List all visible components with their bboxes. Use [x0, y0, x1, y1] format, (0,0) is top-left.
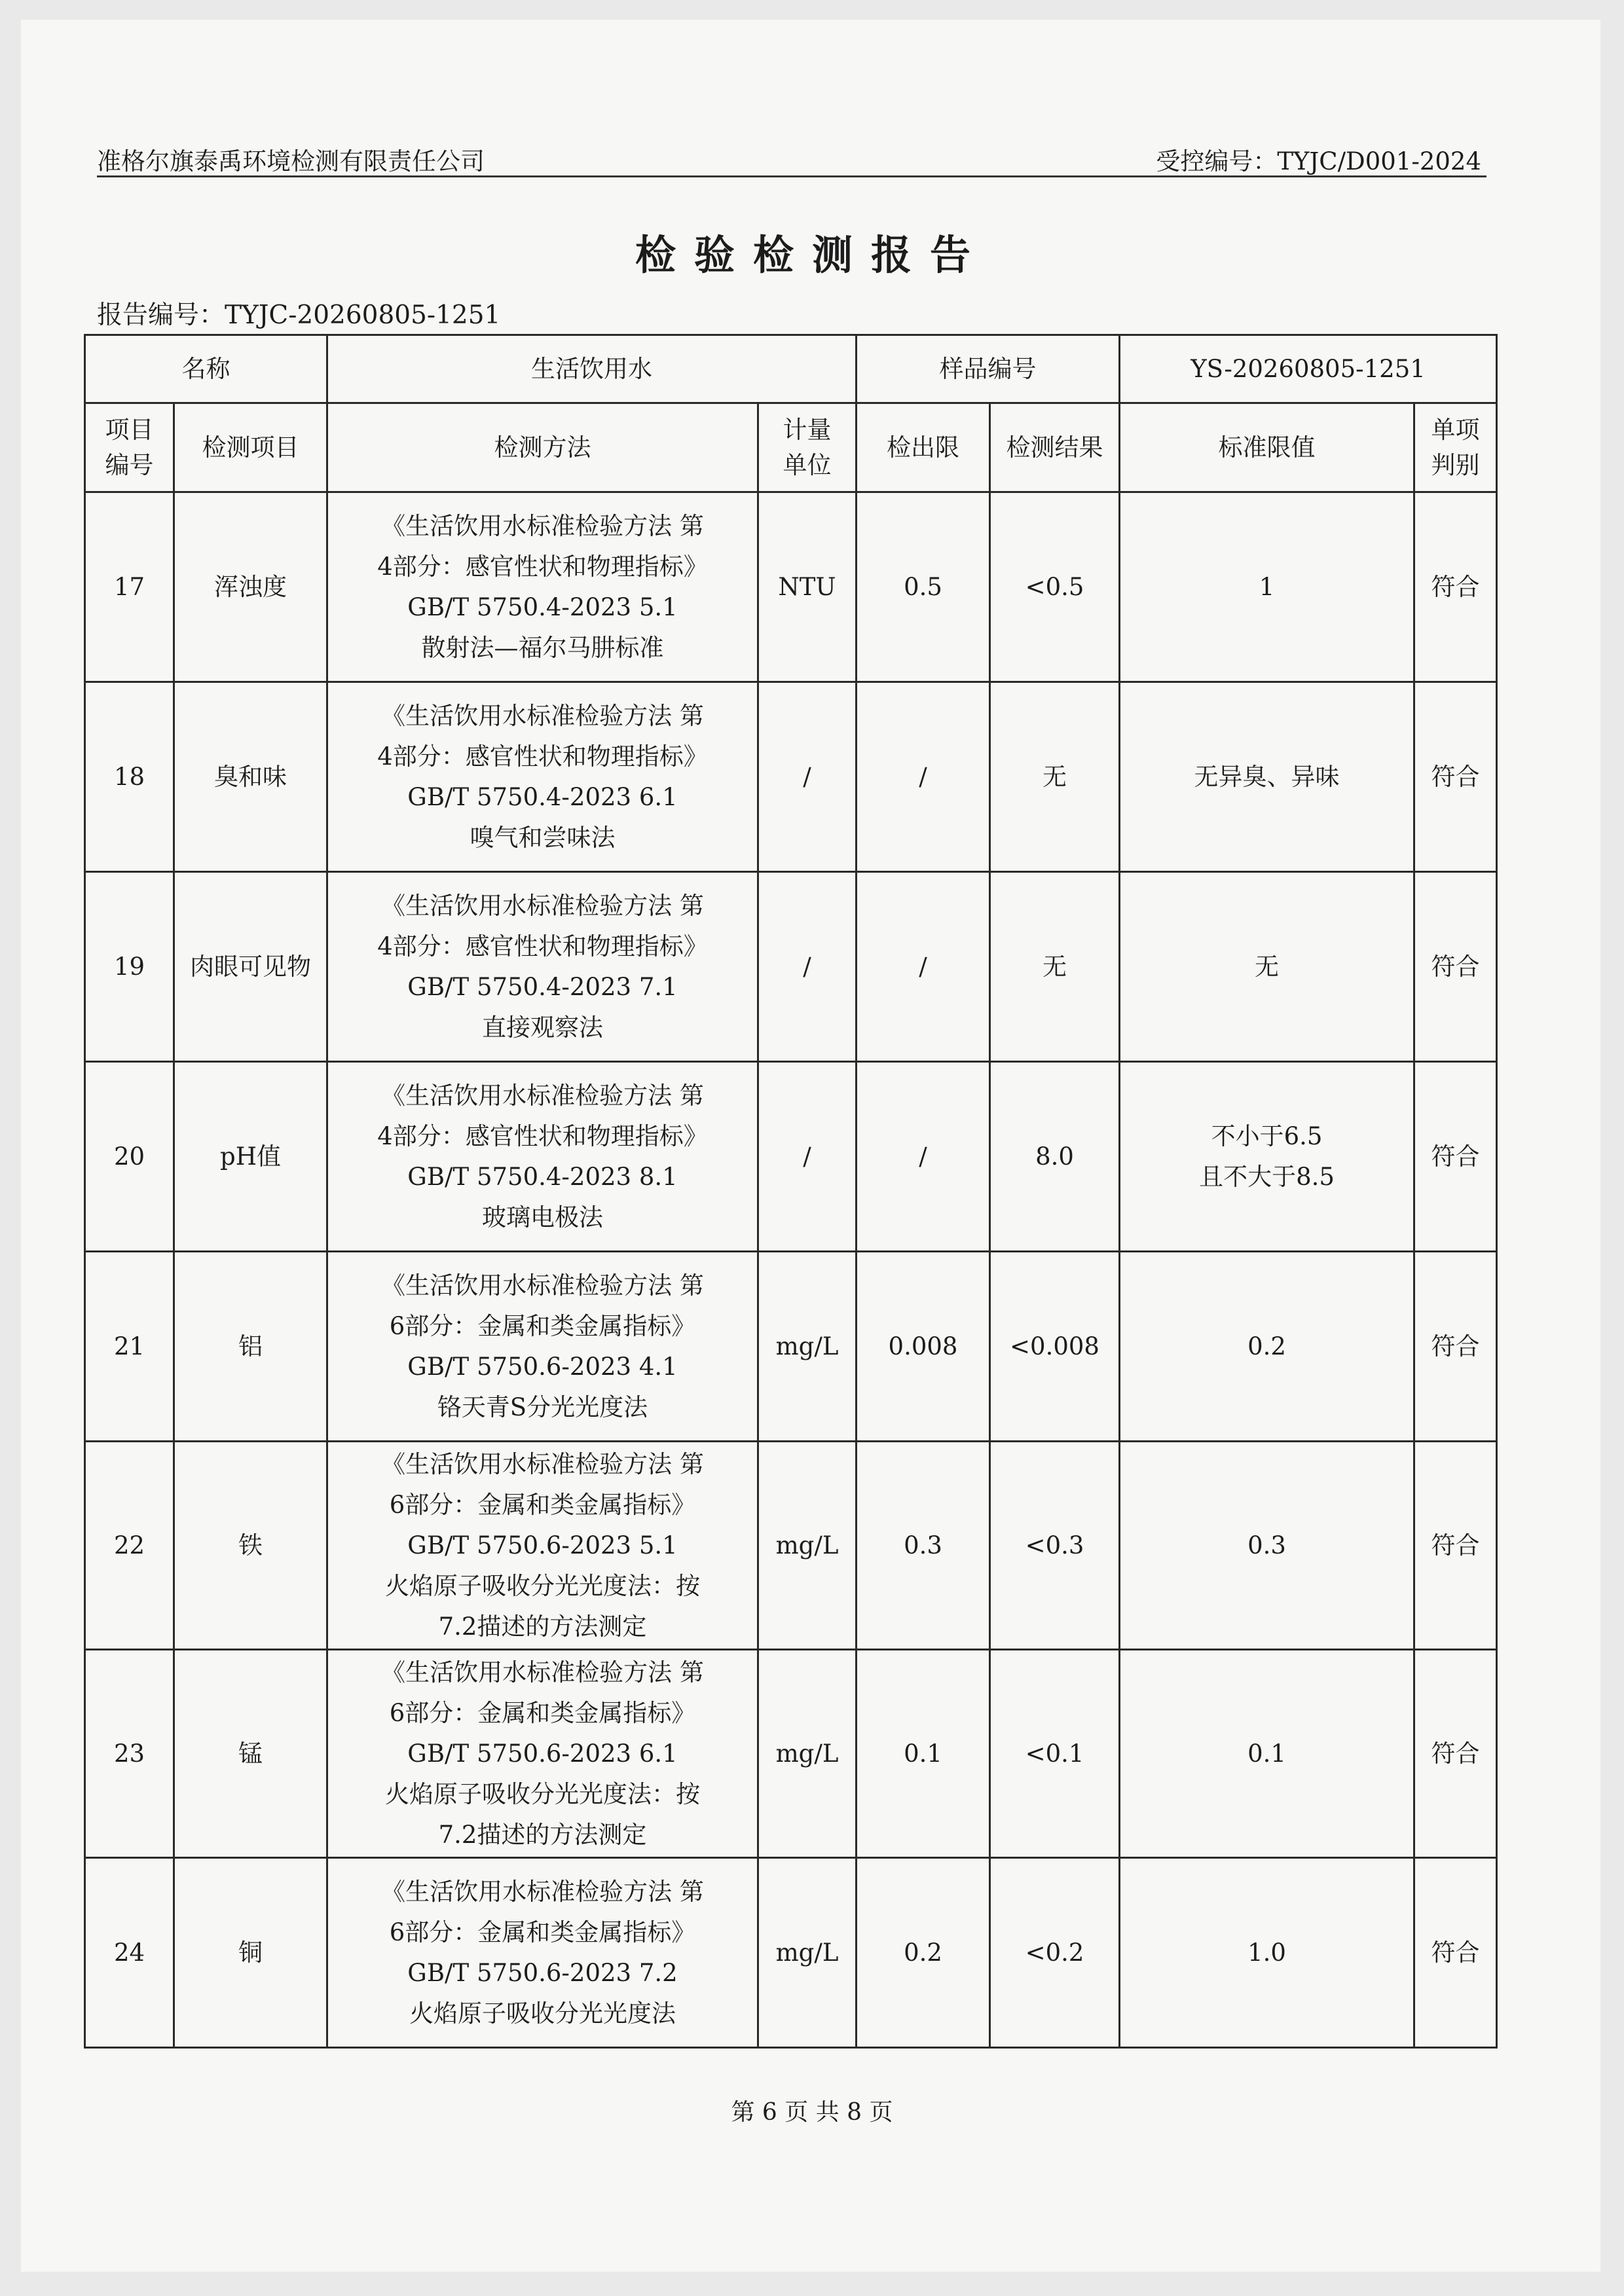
- method-line: 火焰原子吸收分光光度法：按: [385, 1571, 700, 1600]
- standard-line: 不小于6.5: [1211, 1121, 1323, 1150]
- method-cell: [327, 1252, 758, 1442]
- item-name-cell: 铜: [174, 1858, 327, 2048]
- report-number: 报告编号：TYJC-20260805-1251: [97, 301, 501, 330]
- method-line: GB/T 5750.6-2023 4.1: [407, 1352, 678, 1381]
- control-number: 受控编号：TYJC/D001-2024: [1156, 147, 1481, 175]
- method-line: 火焰原子吸收分光光度法：按: [385, 1779, 700, 1808]
- method-line: 7.2描述的方法测定: [438, 1612, 647, 1641]
- col-method: 检测方法: [327, 403, 758, 492]
- item-name-cell: 锰: [174, 1650, 327, 1858]
- name-label: 名称: [85, 335, 327, 403]
- report-title: 检验检测报告: [635, 231, 989, 279]
- header-rule: [97, 175, 1486, 177]
- method-line: 《生活饮用水标准检验方法 第: [381, 511, 704, 540]
- standard-line: 1.0: [1247, 1938, 1286, 1967]
- method-line: GB/T 5750.6-2023 7.2: [407, 1958, 678, 1987]
- standard-cell: [1120, 1442, 1414, 1650]
- standard-line: 无异臭、异味: [1194, 762, 1340, 791]
- method-line: 铬天青S分光光度法: [437, 1393, 648, 1421]
- item-name-cell: 浑浊度: [174, 492, 327, 682]
- item-no-cell: 17: [85, 492, 174, 682]
- method-line: 《生活饮用水标准检验方法 第: [381, 1658, 704, 1686]
- standard-cell: [1120, 1650, 1414, 1858]
- item-name-cell: pH值: [174, 1062, 327, 1252]
- judge-cell: 符合: [1414, 1062, 1497, 1252]
- col-unit: 计量单位: [758, 403, 857, 492]
- method-line: GB/T 5750.6-2023 6.1: [407, 1739, 678, 1768]
- limit-cell: 0.5: [857, 492, 990, 682]
- method-line: GB/T 5750.4-2023 5.1: [407, 592, 678, 621]
- item-name-cell: 臭和味: [174, 682, 327, 872]
- sample-value: YS-20260805-1251: [1120, 335, 1497, 403]
- method-line: 火焰原子吸收分光光度法: [409, 1999, 676, 2028]
- table-row: [85, 872, 1497, 1062]
- item-no-cell: 21: [85, 1252, 174, 1442]
- limit-cell: 0.1: [857, 1650, 990, 1858]
- item-no-cell: 20: [85, 1062, 174, 1252]
- method-line: 6部分：金属和类金属指标》: [389, 1698, 696, 1727]
- standard-line: 0.3: [1247, 1531, 1286, 1559]
- method-line: GB/T 5750.4-2023 6.1: [407, 782, 678, 811]
- standard-cell: [1120, 1252, 1414, 1442]
- unit-cell: mg/L: [758, 1858, 857, 2048]
- judge-cell: 符合: [1414, 1650, 1497, 1858]
- method-line: GB/T 5750.6-2023 5.1: [407, 1531, 678, 1559]
- item-name-cell: 肉眼可见物: [174, 872, 327, 1062]
- sample-label: 样品编号: [857, 335, 1120, 403]
- unit-cell: /: [758, 872, 857, 1062]
- result-cell: <0.3: [990, 1442, 1120, 1650]
- method-line: 《生活饮用水标准检验方法 第: [381, 1449, 704, 1478]
- method-line: 6部分：金属和类金属指标》: [389, 1918, 696, 1946]
- table-row: [85, 1442, 1497, 1650]
- judge-cell: 符合: [1414, 1442, 1497, 1650]
- item-no-cell: 19: [85, 872, 174, 1062]
- company-name: 准格尔旗泰禹环境检测有限责任公司: [97, 147, 485, 175]
- method-line: 玻璃电极法: [482, 1203, 603, 1231]
- method-line: 6部分：金属和类金属指标》: [389, 1490, 696, 1519]
- item-name-cell: 铝: [174, 1252, 327, 1442]
- unit-cell: /: [758, 682, 857, 872]
- unit-cell: NTU: [758, 492, 857, 682]
- method-line: 《生活饮用水标准检验方法 第: [381, 1877, 704, 1906]
- standard-cell: [1120, 1062, 1414, 1252]
- limit-cell: /: [857, 872, 990, 1062]
- limit-cell: 0.2: [857, 1858, 990, 2048]
- limit-cell: 0.008: [857, 1252, 990, 1442]
- item-no-cell: 23: [85, 1650, 174, 1858]
- sample-info-row: [85, 335, 1497, 403]
- item-no-cell: 22: [85, 1442, 174, 1650]
- result-cell: <0.5: [990, 492, 1120, 682]
- judge-cell: 符合: [1414, 872, 1497, 1062]
- col-result: 检测结果: [990, 403, 1120, 492]
- method-line: 《生活饮用水标准检验方法 第: [381, 1271, 704, 1300]
- judge-cell: 符合: [1414, 1252, 1497, 1442]
- unit-cell: mg/L: [758, 1252, 857, 1442]
- table-row: [85, 1650, 1497, 1858]
- method-cell: [327, 1650, 758, 1858]
- column-header-row: [85, 403, 1497, 492]
- unit-cell: /: [758, 1062, 857, 1252]
- method-line: 散射法—福尔马肼标准: [421, 633, 664, 662]
- result-cell: <0.2: [990, 1858, 1120, 2048]
- limit-cell: /: [857, 1062, 990, 1252]
- table-row: [85, 492, 1497, 682]
- col-item-no: 项目编号: [85, 403, 174, 492]
- table-row: [85, 682, 1497, 872]
- method-line: 直接观察法: [482, 1013, 603, 1042]
- item-no-cell: 18: [85, 682, 174, 872]
- result-cell: 无: [990, 682, 1120, 872]
- limit-cell: 0.3: [857, 1442, 990, 1650]
- table-row: [85, 1062, 1497, 1252]
- limit-cell: /: [857, 682, 990, 872]
- method-cell: [327, 1062, 758, 1252]
- name-value: 生活饮用水: [327, 335, 857, 403]
- standard-line: 0.2: [1247, 1332, 1286, 1360]
- judge-cell: 符合: [1414, 492, 1497, 682]
- standard-cell: [1120, 492, 1414, 682]
- method-line: 《生活饮用水标准检验方法 第: [381, 1081, 704, 1110]
- method-cell: [327, 682, 758, 872]
- col-judge: 单项判别: [1414, 403, 1497, 492]
- page-footer: 第 6 页 共 8 页: [731, 2099, 893, 2126]
- method-cell: [327, 492, 758, 682]
- result-cell: <0.008: [990, 1252, 1120, 1442]
- method-line: 4部分：感官性状和物理指标》: [377, 742, 708, 771]
- method-line: 4部分：感官性状和物理指标》: [377, 1121, 708, 1150]
- judge-cell: 符合: [1414, 682, 1497, 872]
- method-cell: [327, 1442, 758, 1650]
- standard-line: 0.1: [1247, 1739, 1286, 1768]
- item-no-cell: 24: [85, 1858, 174, 2048]
- result-cell: <0.1: [990, 1650, 1120, 1858]
- method-line: 《生活饮用水标准检验方法 第: [381, 891, 704, 920]
- result-cell: 无: [990, 872, 1120, 1062]
- method-line: 《生活饮用水标准检验方法 第: [381, 701, 704, 730]
- standard-line: 且不大于8.5: [1199, 1162, 1335, 1191]
- table-row: [85, 1252, 1497, 1442]
- method-cell: [327, 872, 758, 1062]
- table-row: [85, 1858, 1497, 2048]
- standard-line: 1: [1259, 572, 1275, 601]
- method-line: 4部分：感官性状和物理指标》: [377, 552, 708, 581]
- item-name-cell: 铁: [174, 1442, 327, 1650]
- method-line: GB/T 5750.4-2023 8.1: [407, 1162, 678, 1191]
- standard-cell: [1120, 682, 1414, 872]
- method-line: 嗅气和尝味法: [470, 823, 616, 852]
- judge-cell: 符合: [1414, 1858, 1497, 2048]
- unit-cell: mg/L: [758, 1650, 857, 1858]
- standard-cell: [1120, 1858, 1414, 2048]
- method-line: 6部分：金属和类金属指标》: [389, 1311, 696, 1340]
- standard-cell: [1120, 872, 1414, 1062]
- result-cell: 8.0: [990, 1062, 1120, 1252]
- method-line: 7.2描述的方法测定: [438, 1820, 647, 1849]
- col-limit: 检出限: [857, 403, 990, 492]
- method-line: 4部分：感官性状和物理指标》: [377, 932, 708, 960]
- col-item: 检测项目: [174, 403, 327, 492]
- method-cell: [327, 1858, 758, 2048]
- unit-cell: mg/L: [758, 1442, 857, 1650]
- test-results-table: [84, 334, 1498, 2049]
- col-standard: 标准限值: [1120, 403, 1414, 492]
- standard-line: 无: [1255, 952, 1279, 981]
- method-line: GB/T 5750.4-2023 7.1: [407, 972, 678, 1001]
